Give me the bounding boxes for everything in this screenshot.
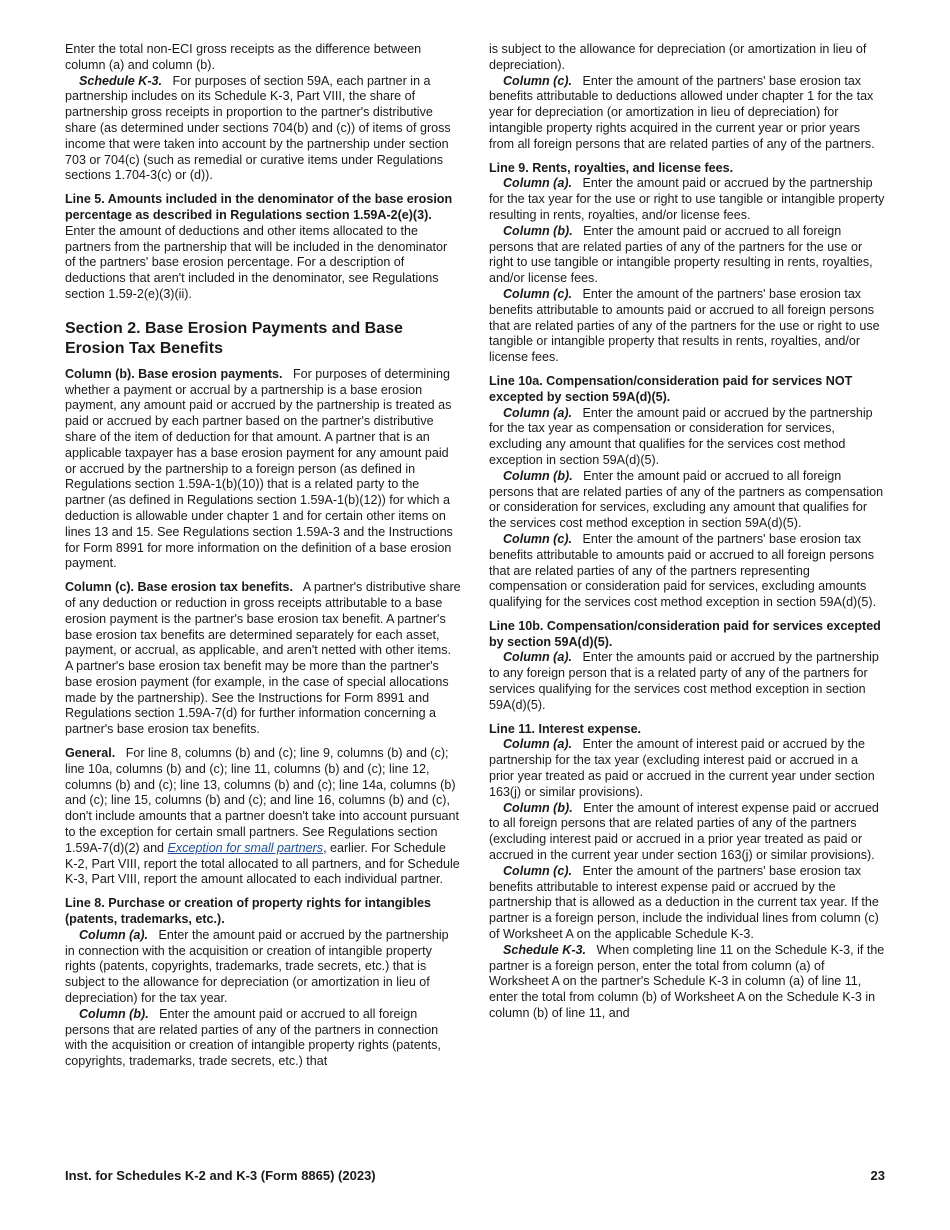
left-column bbox=[65, 42, 461, 1070]
paragraph bbox=[489, 224, 885, 287]
line-heading: Line 9. Rents, royalties, and license fees. bbox=[489, 160, 734, 175]
run-in-heading: Column (b). Base erosion payments. bbox=[65, 366, 283, 381]
paragraph bbox=[489, 287, 885, 366]
paragraph bbox=[489, 469, 885, 532]
run-in-heading: Line 5. Amounts included in the denominator of the base erosion percentage as described in Regulations section 1.59A-2(e)(3). bbox=[65, 192, 453, 222]
run-in-heading: Column (c). bbox=[503, 286, 573, 301]
run-in-heading: Column (a). bbox=[503, 176, 573, 191]
paragraph-text: Enter the amount of the partners' base erosion tax benefits attributable to amounts paid or accrued to all foreign persons that are related parties of any of the partners representing compensation or consideration paid for services, excluding amounts qualifying for the services cost method exception in section 59A(d)(5). bbox=[489, 531, 877, 610]
run-in-heading: Column (b). bbox=[503, 223, 573, 238]
line-heading: Line 11. Interest expense. bbox=[489, 721, 642, 736]
paragraph-text: Enter the amount of interest paid or accrued by the partnership for the tax year (excluding interest paid or accrued in a prior year treated as paid or accrued in the current year under section 163(j) or similar provisions). bbox=[489, 737, 875, 799]
paragraph bbox=[489, 176, 885, 223]
line-heading: Line 10b. Compensation/consideration paid for services excepted by section 59A(d)(5). bbox=[489, 618, 881, 649]
paragraph bbox=[489, 737, 885, 800]
line-heading: Line 10a. Compensation/consideration paid for services NOT excepted by section 59A(d)(5). bbox=[489, 373, 853, 404]
paragraph bbox=[489, 74, 885, 153]
paragraph-text: When completing line 11 on the Schedule K-3, if the partner is a foreign person, enter the total from column (a) of Worksheet A on the partner's Schedule K-3 in column (a) of line 11, enter the total from column (b) of Worksheet A on the Schedule K-3 in column (b) of line 11, and bbox=[489, 942, 885, 1021]
run-in-heading: Column (b). bbox=[503, 800, 573, 815]
paragraph bbox=[65, 192, 461, 303]
run-in-heading: Column (b). bbox=[503, 468, 573, 483]
run-in-heading: Column (c). Base erosion tax benefits. bbox=[65, 580, 293, 595]
paragraph-text: , earlier. For Schedule K-2, Part VIII, report the total allocated to all partners, and for Schedule K-3, Part VIII, report the amount allocated to each individual partner. bbox=[65, 840, 460, 887]
paragraph-text: Enter the amount of deductions and other items allocated to the partners from the partnership that will be included in the denominator of the partners' base erosion percentage. For a description of deductions that aren't included in the denominator, see Regulations section 1.59-2(e)(3)(ii). bbox=[65, 223, 448, 301]
paragraph-text: Enter the amount paid or accrued to all foreign persons that are related parties of any of the partners as compensation or consideration for services, excluding any amount that qualifies for the services cost method exception in section 59A(d)(5). bbox=[489, 468, 884, 531]
paragraph-text: Enter the amount of the partners' base erosion tax benefits attributable to amounts paid or accrued to all foreign persons that are related parties of any of the partners for the use or right to use tangible or intangible property that results in rents, royalties, and/or license fees. bbox=[489, 286, 880, 365]
paragraph bbox=[65, 746, 461, 888]
paragraph bbox=[489, 864, 885, 943]
paragraph bbox=[489, 801, 885, 864]
paragraph-text: A partner's distributive share of any deduction or reduction in gross receipts attributable to a base erosion payment is the partner's base erosion tax benefit. A partner's base erosion tax benefits are determined separately for each asset, payment, or accrual, as applicable, and aren't netted with other items. A partner's base erosion tax benefit may be more than the partner's base erosion payment (for example, in the case of special allocations made by the partnership). See the Instructions for Form 8991 and Regulations section 1.59A-7(d) for further information concerning a partner's base erosion tax benefits. bbox=[65, 580, 461, 737]
paragraph bbox=[65, 74, 461, 185]
paragraph bbox=[65, 1007, 461, 1070]
section-heading: Section 2. Base Erosion Payments and Base Erosion Tax Benefits bbox=[65, 319, 403, 357]
paragraph-text: Enter the amount of the partners' base erosion tax benefits attributable to interest expense paid or accrued by the partnership that is allowed as a deduction in the current tax year. If the partner is a foreign person, include the individual lines from column (c) of Worksheet A on the applicable Schedule K-3. bbox=[489, 863, 879, 942]
paragraph-text: Enter the amount paid or accrued by the partnership for the tax year for the use or right to use tangible or intangible property resulting in rents, royalties, and/or license fees. bbox=[489, 176, 885, 222]
paragraph: Enter the total non-ECI gross receipts as the difference between column (a) and column (b). bbox=[65, 42, 422, 72]
paragraph-text: For purposes of determining whether a payment or accrual by a partnership is a base erosion payment, any amount paid or accrued by the partnership is treated as paid or accrued by each partner based on the partner's distributive share of the item of deduction for that amount. A partner that is an applicable taxpayer has a base erosion payment for any amount paid or accrued by the partnership to a foreign person (as defined in Regulations section 1.59A-1(b)(10)) that is a related party to the partner (as defined in Regulations section 1.59A-1(b)(12)) for which a deduction is allowable under chapter 1 and for certain other items on lines 13 and 15. See Regulations section 1.59A-3 and the Instructions for Form 8991 for more information on the definition of a base erosion payment. bbox=[65, 366, 453, 571]
run-in-heading: Column (a). bbox=[503, 737, 573, 752]
run-in-heading: Column (a). bbox=[79, 927, 149, 942]
page-number: 23 bbox=[870, 1168, 885, 1183]
run-in-heading: Column (a). bbox=[503, 405, 573, 420]
paragraph-text: Enter the amount of the partners' base erosion tax benefits attributable to deductions allowed under chapter 1 for the tax year for depreciation (or amortization in lieu of depreciation) for intangible property rights acquired in the current year or prior years from all foreign persons that are related parties of any of the partners. bbox=[489, 73, 875, 151]
run-in-heading: Column (a). bbox=[503, 650, 573, 665]
run-in-heading: Column (b). bbox=[79, 1006, 149, 1021]
run-in-heading: Schedule K-3. bbox=[503, 942, 586, 957]
paragraph bbox=[65, 928, 461, 1007]
paragraph-text: Enter the amount paid or accrued to all foreign persons that are related parties of any of the partners for the use or right to use tangible or intangible property resulting in rents, royalties, and/or license fees. bbox=[489, 223, 873, 286]
run-in-heading: Schedule K-3. bbox=[79, 73, 162, 88]
paragraph-text: Enter the amount of interest expense paid or accrued to all foreign persons that are related parties of any of the partners (excluding interest paid or accrued in a prior year treated as paid or accrued in the current year under section 163(j) or similar provisions). bbox=[489, 800, 879, 863]
paragraph bbox=[489, 943, 885, 1022]
paragraph-text: Enter the amounts paid or accrued by the partnership to any foreign person that is a related party of any of the partners for services qualifying for the services cost method exception in section 59A(d)(5). bbox=[489, 650, 879, 712]
run-in-heading: Column (c). bbox=[503, 863, 573, 878]
paragraph bbox=[489, 406, 885, 469]
paragraph-text: Enter the amount paid or accrued to all foreign persons that are related parties of any of the partners in connection with the acquisition or creation of intangible property rights (patents, copyrights, trademarks, trade secrets, etc.) that bbox=[65, 1006, 441, 1069]
paragraph-text: For line 8, columns (b) and (c); line 9, columns (b) and (c); line 10a, columns (b) and (c); line 11, columns (b) and (c); line 12, columns (b) and (c); line 13, columns (b) and (c); line 14a, columns (b) and (c); line 15, columns (b) and (c); and line 16, columns (b) and (c), don't include amounts that a partner doesn't take into account pursuant to the exception for certain small partners. See Regulations section 1.59A-7(d)(2) and bbox=[65, 746, 460, 855]
paragraph: is subject to the allowance for depreciation (or amortization in lieu of depreciation). bbox=[489, 42, 867, 72]
paragraph-text: Enter the amount paid or accrued by the partnership in connection with the acquisition or creation of intangible property rights (patents, copyrights, trademarks, trade secrets, etc.) that is subject to the allowance for depreciation (or amortization in lieu of depreciation) for the tax year. bbox=[65, 927, 449, 1006]
paragraph bbox=[489, 532, 885, 611]
footer-title: Inst. for Schedules K-2 and K-3 (Form 8865) (2023) bbox=[65, 1168, 376, 1183]
run-in-heading: Column (c). bbox=[503, 531, 573, 546]
paragraph-text: For purposes of section 59A, each partner in a partnership includes on its Schedule K-3, Part VIII, the share of partnership gross receipts in proportion to the partner's distributive share (as determined under sections 704(b) and (c)) of items of gross income that were taken into account by the partnership under section 703 or 704(c) (such as remedial or curative items under Regulations sections 1.704-3(c) or (d)). bbox=[65, 73, 451, 183]
paragraph-text: Enter the amount paid or accrued by the partnership for the tax year as compensation or consideration for services, excluding any amount that qualifies for the services cost method exception in section 59A(d)(5). bbox=[489, 405, 873, 467]
paragraph bbox=[489, 650, 885, 713]
line-heading: Line 8. Purchase or creation of property rights for intangibles (patents, trademarks, etc.). bbox=[65, 896, 432, 927]
run-in-heading: Column (c). bbox=[503, 73, 573, 88]
run-in-heading: General. bbox=[65, 746, 116, 761]
paragraph bbox=[65, 580, 461, 738]
right-column bbox=[489, 42, 885, 1022]
paragraph bbox=[65, 367, 461, 572]
exception-small-partners-link[interactable]: Exception for small partners bbox=[167, 840, 324, 855]
